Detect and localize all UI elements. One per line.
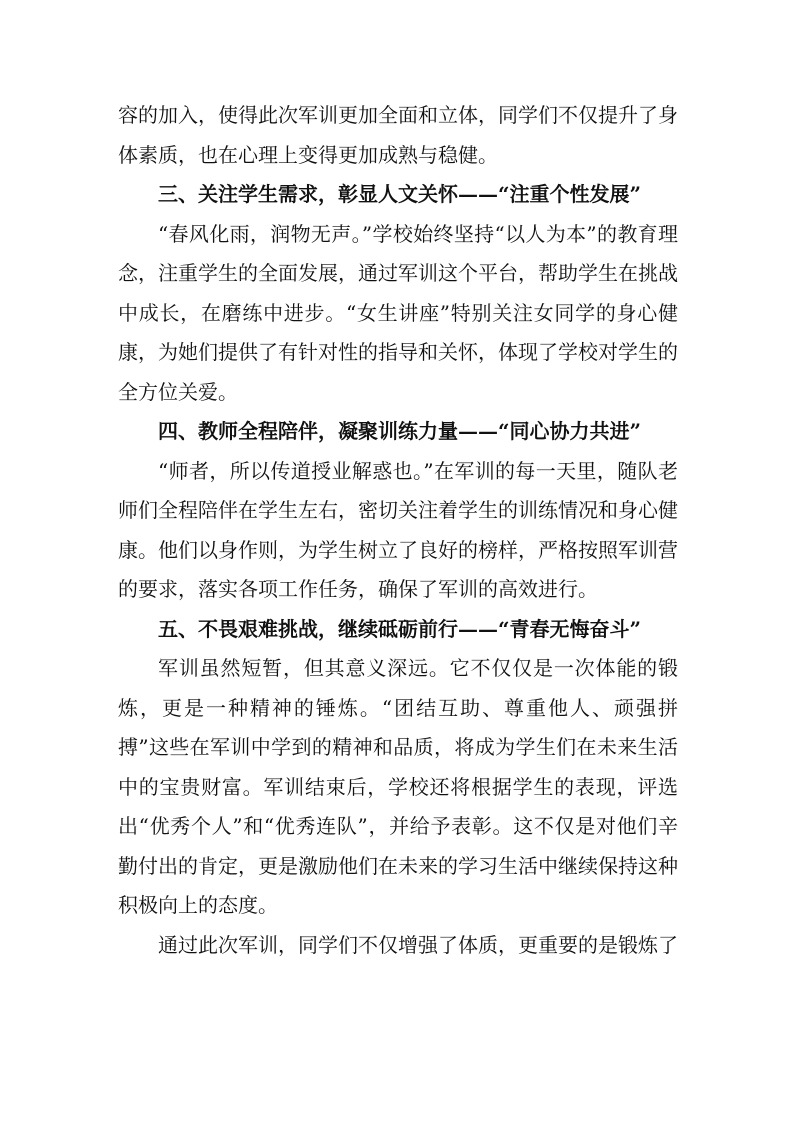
section-heading-5: 五、不畏艰难挑战，继续砥砺前行——“青春无悔奋斗” (158, 616, 642, 641)
paragraph-section-5: 军训虽然短暂，但其意义深远。它不仅仅是一次体能的锻炼，更是一种精神的锤炼。“团结互助、尊重他人、顽强拼搏”这些在军训中学到的精神和品质，将成为学生们在未来生活中的宝贵财富。军训结束后，学校还将根据学生的表现，评选出“优秀个人”和“优秀连队”，并给予表彰。这不仅是对他们辛勤付出的肯定，更是激励他们在未来的学习生活中继续保持这种积极向上的态度。 (118, 656, 678, 917)
paragraph-section-4: “师者，所以传道授业解惑也。”在军训的每一天里，随队老师们全程陪伴在学生左右，密切关注着学生的训练情况和身心健康。他们以身作则，为学生树立了良好的榜样，严格按照军训营的要求，落实各项工作任务，确保了军训的高效进行。 (118, 458, 678, 601)
section-heading-3: 三、关注学生需求，彰显人文关怀——“注重个性发展” (158, 182, 642, 206)
paragraph-conclusion: 通过此次军训，同学们不仅增强了体质，更重要的是锻炼了 (158, 932, 678, 957)
paragraph-section-3: “春风化雨，润物无声。”学校始终坚持“以人为本”的教育理念，注重学生的全面发展，通过军训这个平台，帮助学生在挑战中成长，在磨练中进步。“女生讲座”特别关注女同学的身心健康，为她们提供了有针对性的指导和关怀，体现了学校对学生的全方位关爱。 (118, 221, 678, 404)
document-page (118, 96, 678, 965)
section-heading-4: 四、教师全程陪伴，凝聚训练力量——“同心协力共进” (158, 419, 642, 443)
paragraph-continued: 容的加入，使得此次军训更加全面和立体，同学们不仅提升了身体素质，也在心理上变得更加成熟与稳健。 (118, 103, 678, 167)
